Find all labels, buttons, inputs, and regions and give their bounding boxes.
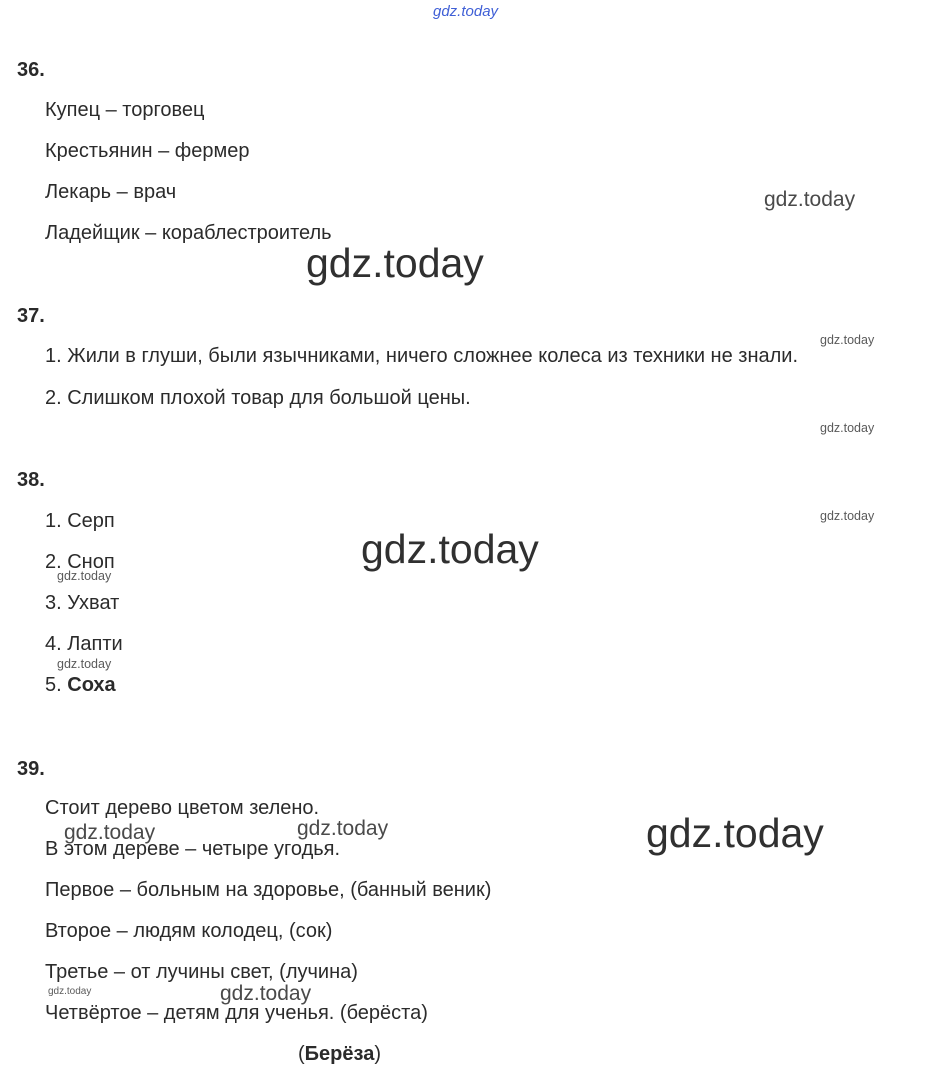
watermark-small: gdz.today — [820, 509, 875, 523]
answer-line: 4. Лапти — [45, 633, 123, 655]
watermark-small: gdz.today — [57, 657, 112, 671]
watermark-top: gdz.today — [433, 3, 499, 20]
answer-bold: Берёза — [304, 1043, 375, 1065]
watermark-small: gdz.today — [57, 569, 112, 583]
task-number-39: 39. — [17, 758, 45, 780]
answer-bold: Соха — [67, 674, 116, 696]
watermark: gdz.today — [220, 982, 312, 1005]
task-number-37: 37. — [17, 305, 45, 327]
poem-line: Третье – от лучины свет, (лучина) — [45, 961, 358, 983]
answer-line: 2. Слишком плохой товар для большой цены. — [45, 387, 471, 409]
answer-line: 1. Жили в глуши, были язычниками, ничего сложнее колеса из техники не знали. — [45, 345, 799, 367]
poem-line: Первое – больным на здоровье, (банный веник) — [45, 879, 492, 901]
task-number-36: 36. — [17, 59, 45, 81]
poem-line: Четвёртое – детям для ученья. (берёста) — [45, 1002, 428, 1024]
poem-line: Второе – людям колодец, (сок) — [45, 920, 333, 942]
task-number-38: 38. — [17, 469, 45, 491]
watermark-tiny: gdz.today — [48, 986, 92, 997]
answer-line: Лекарь – врач — [45, 181, 177, 203]
watermark: gdz.today — [764, 188, 856, 211]
answer-line: 1. Серп — [45, 510, 115, 532]
watermark-large: gdz.today — [361, 526, 539, 572]
watermark-large: gdz.today — [646, 810, 824, 856]
poem-line: Стоит дерево цветом зелено. — [45, 797, 320, 819]
answer-line: Крестьянин – фермер — [45, 140, 250, 162]
paren-open: ( — [298, 1043, 305, 1065]
watermark-small: gdz.today — [820, 421, 875, 435]
riddle-answer — [298, 1043, 381, 1066]
paren-close: ) — [374, 1043, 381, 1065]
answer-line: 3. Ухват — [45, 592, 120, 614]
answer-line: Купец – торговец — [45, 99, 205, 121]
watermark-large: gdz.today — [306, 240, 484, 286]
watermark: gdz.today — [64, 821, 156, 844]
item-prefix: 5. — [45, 674, 68, 696]
watermark-small: gdz.today — [820, 333, 875, 347]
answer-line-final — [45, 674, 116, 697]
poem-line: В этом дереве – четыре угодья. — [45, 838, 341, 860]
answer-line: 2. Сноп — [45, 551, 115, 573]
answer-line: Ладейщик – кораблестроитель — [45, 222, 332, 244]
watermark: gdz.today — [297, 817, 389, 840]
